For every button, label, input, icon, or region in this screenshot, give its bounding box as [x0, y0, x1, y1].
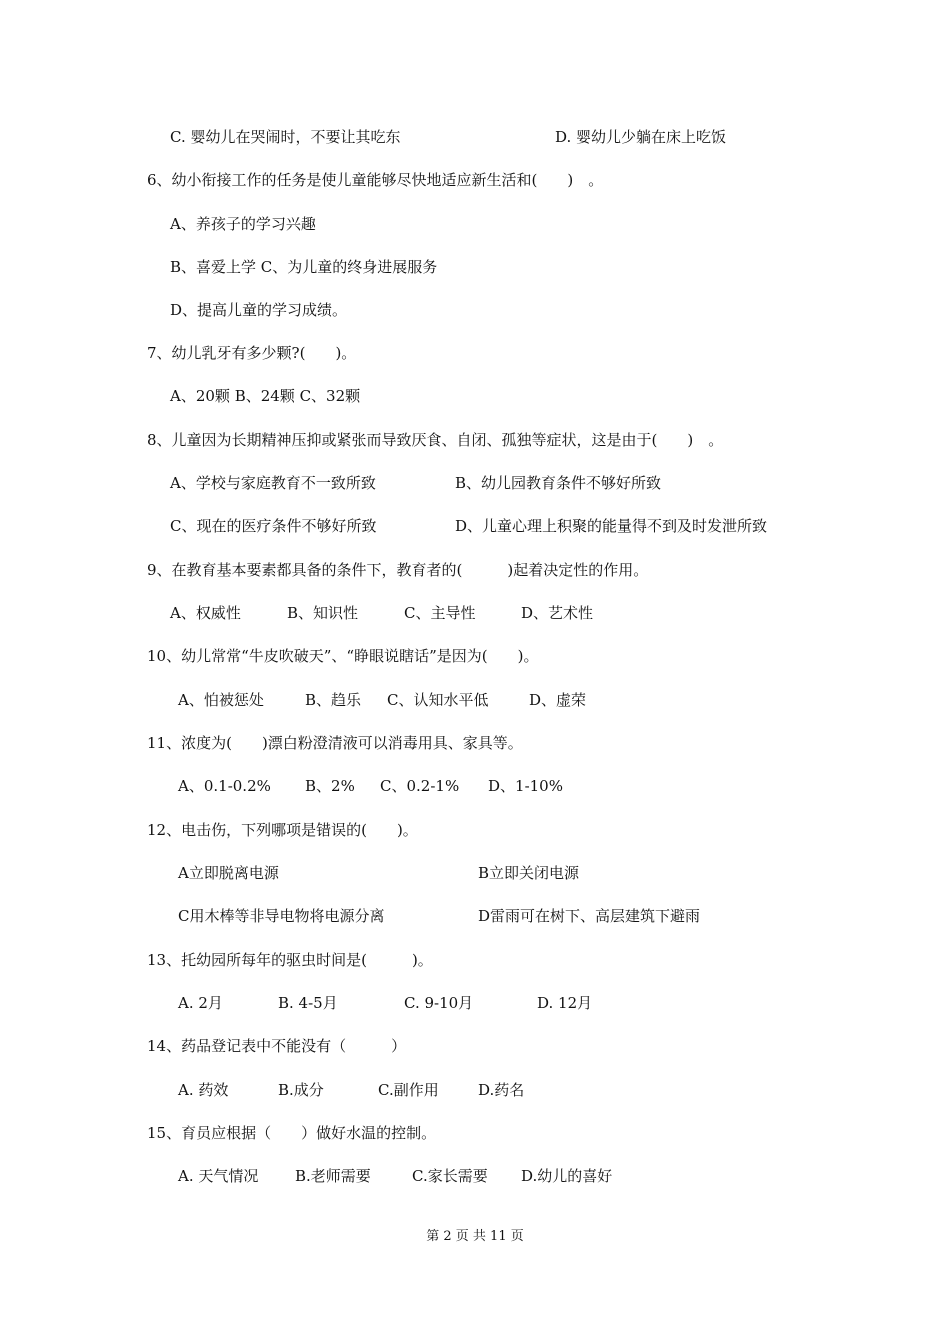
option: B.成分	[278, 1081, 324, 1099]
question-8: 8、儿童因为长期精神压抑或紧张而导致厌食、自闭、孤独等症状，这是由于( ) 。	[147, 431, 724, 449]
answer-text: A、20颗 B、24颗 C、32颗	[170, 387, 361, 405]
option: B、2%	[305, 777, 355, 795]
option: D、艺术性	[521, 604, 594, 622]
option: A、0.1-0.2%	[178, 777, 271, 795]
question-12: 12、电击伤，下列哪项是错误的( )。	[147, 821, 418, 839]
option: A、学校与家庭教育不一致所致	[170, 474, 376, 492]
option: C. 婴幼儿在哭闹时，不要让其吃东	[170, 128, 401, 146]
option: B立即关闭电源	[478, 864, 580, 882]
option: B、趋乐	[305, 691, 362, 709]
option: D雷雨可在树下、高层建筑下避雨	[478, 907, 701, 925]
option: A. 药效	[178, 1081, 229, 1099]
option: B.老师需要	[295, 1167, 371, 1185]
question-9: 9、在教育基本要素都具备的条件下，教育者的( )起着决定性的作用。	[147, 561, 649, 579]
option: B、幼儿园教育条件不够好所致	[455, 474, 662, 492]
option: C.副作用	[378, 1081, 439, 1099]
option: C. 9-10月	[404, 994, 474, 1012]
answer-text: D、提高儿童的学习成绩。	[170, 301, 348, 319]
option: C、0.2-1%	[380, 777, 460, 795]
option: A立即脱离电源	[178, 864, 279, 882]
option: A、权威性	[170, 604, 241, 622]
option: D、1-10%	[488, 777, 563, 795]
option: C、认知水平低	[387, 691, 489, 709]
option: D、虚荣	[529, 691, 587, 709]
answer-text: B、喜爱上学 C、为儿童的终身进展服务	[170, 258, 438, 276]
question-7: 7、幼儿乳牙有多少颗?( )。	[147, 344, 357, 362]
option: C.家长需要	[412, 1167, 488, 1185]
option: A. 2月	[178, 994, 223, 1012]
option: D、儿童心理上积聚的能量得不到及时发泄所致	[455, 517, 768, 535]
question-13: 13、托幼园所每年的驱虫时间是( )。	[147, 951, 433, 969]
option: C、现在的医疗条件不够好所致	[170, 517, 377, 535]
option: D. 婴幼儿少躺在床上吃饭	[555, 128, 727, 146]
question-14: 14、药品登记表中不能没有（ ）	[147, 1037, 407, 1055]
option: A. 天气情况	[178, 1167, 259, 1185]
question-15: 15、育员应根据（ ）做好水温的控制。	[147, 1124, 437, 1142]
option: C、主导性	[404, 604, 476, 622]
option: B、知识性	[287, 604, 359, 622]
option: D. 12月	[537, 994, 593, 1012]
option: B. 4-5月	[278, 994, 338, 1012]
option: C用木棒等非导电物将电源分离	[178, 907, 385, 925]
option: D.幼儿的喜好	[521, 1167, 613, 1185]
question-10: 10、幼儿常常“牛皮吹破天”、“睁眼说瞎话”是因为( )。	[147, 647, 539, 665]
page-footer: 第 2 页 共 11 页	[426, 1229, 524, 1244]
option: D.药名	[478, 1081, 525, 1099]
answer-text: A、养孩子的学习兴趣	[170, 215, 316, 233]
question-6: 6、幼小衔接工作的任务是使儿童能够尽快地适应新生活和( ) 。	[147, 171, 604, 189]
option: A、怕被惩处	[178, 691, 264, 709]
question-11: 11、浓度为( )漂白粉澄清液可以消毒用具、家具等。	[147, 734, 523, 752]
